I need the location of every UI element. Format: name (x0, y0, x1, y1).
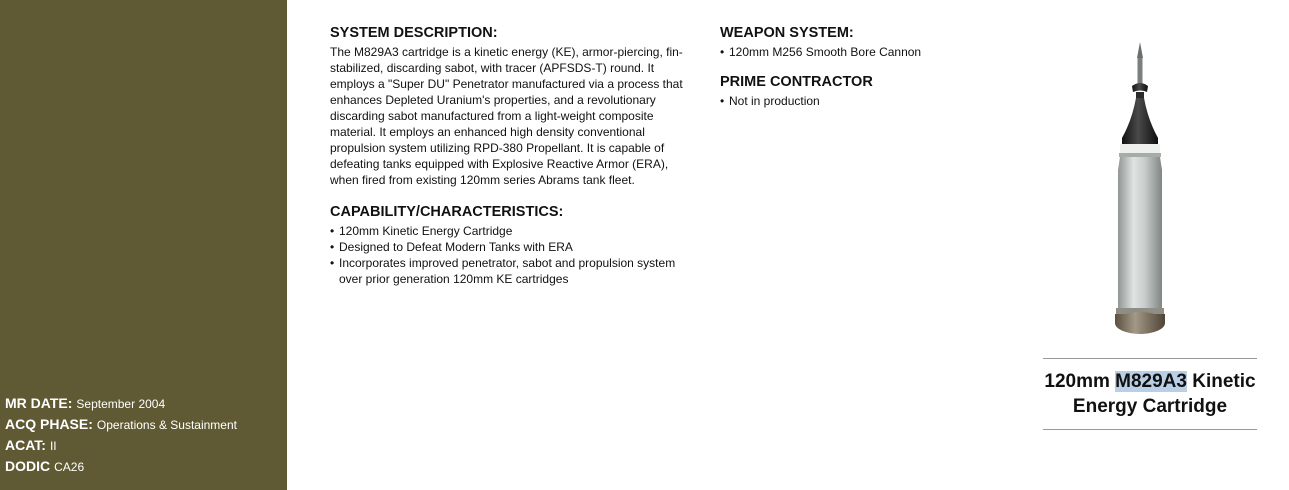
prime-contractor-heading: PRIME CONTRACTOR (720, 74, 873, 90)
metadata-block (5, 393, 237, 477)
acq-phase-value: Operations & Sustainment (96, 418, 237, 432)
acq-phase-label: ACQ PHASE: (5, 416, 93, 432)
weapon-system-list (720, 44, 980, 60)
mr-date-row (5, 393, 237, 414)
acq-phase-row (5, 414, 237, 435)
sidebar-panel (0, 0, 287, 490)
list-item: • Incorporates improved penetrator, sabot and propulsion system over prior generation 120mm KE cartridges (330, 255, 700, 287)
list-item: • Designed to Defeat Modern Tanks with ERA (330, 239, 700, 255)
caption-prefix: 120mm (1044, 371, 1116, 392)
caption-line-2: Energy Cartridge (1072, 396, 1228, 417)
description-column (330, 25, 700, 301)
system-description-heading: SYSTEM DESCRIPTION: (330, 25, 498, 41)
caption-line-1 (1044, 369, 1255, 394)
cartridge-illustration-icon (1100, 40, 1180, 335)
acat-label: ACAT: (5, 437, 46, 453)
system-description-text: The M829A3 cartridge is a kinetic energy (KE), armor-piercing, fin- stabilized, discarding sabot, with tracer (APFSDS-T) round. It employs a "Super DU" Penetrator manufactured via a process that enhances Depleted Uranium's properties, and a revolutionary discarding sabot manufactured from a light-weight composite material. It employs an enhanced high density conventional propulsion system utilizing RPD-380 Propellant. It is capable of defeating tanks equipped with Explosive Reactive Armor (ERA), when fired from existing 120mm series Abrams tank fleet. (330, 45, 683, 187)
dodic-row (5, 456, 237, 477)
list-item: • 120mm Kinetic Energy Cartridge (330, 223, 700, 239)
dodic-label: DODIC (5, 458, 51, 474)
list-item: • 120mm M256 Smooth Bore Cannon (720, 44, 980, 60)
mr-date-label: MR DATE: (5, 395, 73, 411)
caption-highlight: M829A3 (1115, 371, 1187, 392)
mr-date-value: September 2004 (76, 397, 166, 411)
acat-value: II (49, 439, 57, 453)
weapon-column (720, 25, 980, 123)
caption-suffix: Kinetic (1186, 371, 1256, 392)
capability-heading: CAPABILITY/CHARACTERISTICS: (330, 204, 564, 220)
prime-contractor-list (720, 93, 980, 109)
image-caption (1043, 358, 1257, 430)
acat-row (5, 435, 237, 456)
list-item: • Not in production (720, 93, 980, 109)
dodic-value: CA26 (54, 460, 85, 474)
weapon-system-heading: WEAPON SYSTEM: (720, 25, 854, 41)
capability-list (330, 223, 700, 287)
